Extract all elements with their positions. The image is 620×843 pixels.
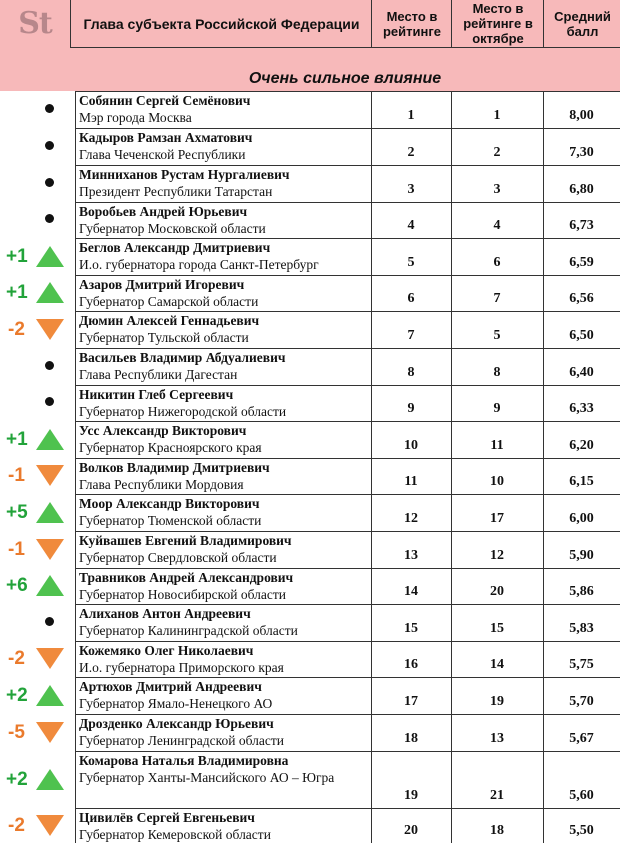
governor-post: Губернатор Московской области — [79, 221, 266, 236]
governor-post: Губернатор Ленинградской области — [79, 733, 284, 748]
no-change-dot-icon — [45, 397, 54, 406]
october-rank-value: 12 — [490, 548, 504, 563]
governor-name: Комарова Наталья Владимировна — [79, 753, 289, 768]
no-change-dot-icon — [45, 178, 54, 187]
average-score-value: 6,56 — [569, 291, 594, 306]
governor-name: Травников Андрей Александрович — [79, 570, 294, 585]
october-rank-value: 18 — [490, 823, 504, 838]
governor-cell — [79, 239, 371, 273]
governor-cell — [79, 715, 371, 749]
october-rank-value: 14 — [490, 657, 504, 672]
governor-cell — [79, 752, 371, 786]
rank-change: +2 — [6, 768, 28, 790]
october-rank-value: 1 — [493, 108, 501, 123]
governor-post: Губернатор Красноярского края — [79, 440, 262, 455]
rank-change: -5 — [8, 721, 25, 743]
average-score-value: 6,33 — [569, 401, 594, 416]
rank-value: 8 — [407, 365, 415, 380]
governor-post: Губернатор Самарской области — [79, 294, 259, 309]
governor-post: Губернатор Тюменской области — [79, 513, 262, 528]
average-score-value: 6,59 — [569, 255, 594, 270]
october-rank-value: 9 — [493, 401, 501, 416]
rank-value: 4 — [407, 218, 415, 233]
governor-post: Президент Республики Татарстан — [79, 184, 273, 199]
average-score-value: 5,83 — [569, 621, 594, 636]
arrow-down-icon — [36, 648, 64, 669]
governor-post: Мэр города Москва — [79, 110, 192, 125]
average-score-value: 6,73 — [569, 218, 594, 233]
arrow-up-icon — [36, 502, 64, 523]
governor-name: Воробьев Андрей Юрьевич — [79, 204, 248, 219]
arrow-up-icon — [36, 685, 64, 706]
rank-value: 14 — [404, 584, 418, 599]
rank-value: 1 — [407, 108, 415, 123]
header-rank: Место в рейтинге — [371, 0, 452, 47]
october-rank-value: 15 — [490, 621, 504, 636]
arrow-up-icon — [36, 282, 64, 303]
governor-name: Азаров Дмитрий Игоревич — [79, 277, 245, 292]
average-score-value: 5,90 — [569, 548, 594, 563]
governor-name: Усс Александр Викторович — [79, 423, 247, 438]
average-score-value: 5,67 — [569, 731, 594, 746]
average-score-value: 7,30 — [569, 145, 594, 160]
arrow-up-icon — [36, 575, 64, 596]
average-score-value: 6,80 — [569, 182, 594, 197]
governor-cell — [79, 312, 371, 346]
governor-post: Губернатор Ханты-Мансийского АО – Югра — [79, 770, 335, 785]
governor-name: Артюхов Дмитрий Андреевич — [79, 679, 262, 694]
october-rank-value: 6 — [493, 255, 501, 270]
governor-name: Дрозденко Александр Юрьевич — [79, 716, 274, 731]
october-rank-value: 13 — [490, 731, 504, 746]
october-rank-value: 3 — [493, 182, 501, 197]
october-rank-value: 20 — [490, 584, 504, 599]
average-score-value: 5,60 — [569, 788, 594, 803]
average-score-value: 6,20 — [569, 438, 594, 453]
governor-post: Губернатор Тульской области — [79, 330, 249, 345]
rank-value: 7 — [407, 328, 415, 343]
average-score-value: 6,00 — [569, 511, 594, 526]
average-score-value: 6,40 — [569, 365, 594, 380]
october-rank-value: 19 — [490, 694, 504, 709]
rank-value: 20 — [404, 823, 418, 838]
governor-post: Глава Республики Дагестан — [79, 367, 238, 382]
governor-cell — [79, 605, 371, 639]
governor-post: И.о. губернатора Приморского края — [79, 660, 284, 675]
rank-change: +1 — [6, 245, 28, 267]
rank-value: 15 — [404, 621, 418, 636]
governor-post: Губернатор Ямало-Ненецкого АО — [79, 696, 273, 711]
governor-cell — [79, 642, 371, 676]
governor-name: Цивилёв Сергей Евгеньевич — [79, 810, 255, 825]
rank-value: 9 — [407, 401, 415, 416]
governor-name: Моор Александр Викторович — [79, 496, 260, 511]
arrow-down-icon — [36, 319, 64, 340]
rank-value: 11 — [404, 474, 418, 489]
governor-cell — [79, 678, 371, 712]
governor-cell — [79, 349, 371, 383]
governor-name: Кожемяко Олег Николаевич — [79, 643, 254, 658]
no-change-dot-icon — [45, 141, 54, 150]
october-rank-value: 10 — [490, 474, 504, 489]
header-name: Глава субъекта Российской Федерации — [70, 0, 372, 47]
rank-change: +1 — [6, 282, 28, 303]
rank-value: 18 — [404, 731, 418, 746]
governor-cell — [79, 532, 371, 566]
rank-value: 5 — [407, 255, 415, 270]
governor-cell — [79, 92, 371, 126]
average-score-value: 5,75 — [569, 657, 594, 672]
column-divider — [75, 91, 76, 843]
governor-name: Васильев Владимир Абдуалиевич — [79, 350, 286, 365]
governor-cell — [79, 386, 371, 420]
governor-cell — [79, 459, 371, 493]
rank-change: +1 — [6, 428, 28, 450]
arrow-down-icon — [36, 465, 64, 486]
rank-value: 10 — [404, 438, 418, 453]
october-rank-value: 17 — [490, 511, 504, 526]
rank-change: -1 — [8, 465, 25, 486]
average-score-value: 5,86 — [569, 584, 594, 599]
governor-name: Собянин Сергей Семёнович — [79, 93, 251, 108]
table-header — [0, 0, 620, 91]
governor-post: Глава Республики Мордовия — [79, 477, 244, 492]
no-change-dot-icon — [45, 104, 54, 113]
governor-name: Алиханов Антон Андреевич — [79, 606, 251, 621]
average-score-value: 5,70 — [569, 694, 594, 709]
rank-value: 6 — [407, 291, 415, 306]
governor-post: Глава Чеченской Республики — [79, 147, 246, 162]
average-score-value: 8,00 — [569, 108, 594, 123]
rank-value: 16 — [404, 657, 418, 672]
rank-value: 19 — [404, 788, 418, 803]
st-logo: St — [18, 6, 52, 41]
average-score-value: 6,50 — [569, 328, 594, 343]
governor-post: И.о. губернатора города Санкт-Петербург — [79, 257, 319, 272]
october-rank-value: 4 — [493, 218, 501, 233]
rank-value: 2 — [407, 145, 415, 160]
header-average-score: Средний балл — [543, 0, 620, 47]
arrow-up-icon — [36, 429, 64, 450]
governor-name: Волков Владимир Дмитриевич — [79, 460, 270, 475]
governor-cell — [79, 809, 371, 843]
october-rank-value: 11 — [490, 438, 504, 453]
governor-cell — [79, 129, 371, 163]
arrow-down-icon — [36, 815, 64, 836]
governor-name: Минниханов Рустам Нургалиевич — [79, 167, 290, 182]
governor-name: Куйвашев Евгений Владимирович — [79, 533, 292, 548]
header-october-rank: Место в рейтинге в октябре — [451, 0, 544, 47]
governor-cell — [79, 422, 371, 456]
arrow-down-icon — [36, 722, 64, 743]
october-rank-value: 5 — [493, 328, 501, 343]
rank-change: +2 — [6, 684, 28, 706]
arrow-down-icon — [36, 539, 64, 560]
governor-cell — [79, 166, 371, 200]
average-score-value: 5,50 — [569, 823, 594, 838]
governor-cell — [79, 569, 371, 603]
rank-change: -2 — [8, 814, 25, 836]
governor-post: Губернатор Нижегородской области — [79, 404, 287, 419]
governor-name: Кадыров Рамзан Ахматович — [79, 130, 253, 145]
arrow-up-icon — [36, 246, 64, 267]
rank-change: -2 — [8, 648, 25, 669]
october-rank-value: 2 — [493, 145, 501, 160]
rank-change: -1 — [8, 538, 25, 560]
arrow-up-icon — [36, 769, 64, 790]
average-score-value: 6,15 — [569, 474, 594, 489]
rank-value: 12 — [404, 511, 418, 526]
rank-value: 13 — [404, 548, 418, 563]
section-title: Очень сильное влияние — [248, 70, 442, 87]
rank-change: -2 — [8, 318, 25, 340]
governor-name: Беглов Александр Дмитриевич — [79, 240, 271, 255]
governor-cell — [79, 495, 371, 529]
governor-post: Губернатор Свердловской области — [79, 550, 277, 565]
rank-change: +5 — [6, 501, 28, 523]
rank-value: 17 — [404, 694, 418, 709]
october-rank-value: 7 — [493, 291, 501, 306]
october-rank-value: 8 — [493, 365, 501, 380]
governor-name: Дюмин Алексей Геннадьевич — [79, 313, 260, 328]
no-change-dot-icon — [45, 361, 54, 370]
governor-post: Губернатор Новосибирской области — [79, 587, 287, 602]
no-change-dot-icon — [45, 617, 54, 626]
governor-name: Никитин Глеб Сергеевич — [79, 387, 234, 402]
governor-cell — [79, 276, 371, 310]
rank-change: +6 — [6, 575, 28, 596]
rank-value: 3 — [407, 182, 415, 197]
october-rank-value: 21 — [490, 788, 504, 803]
governor-post: Губернатор Калининградской области — [79, 623, 298, 638]
no-change-dot-icon — [45, 214, 54, 223]
governor-cell — [79, 203, 371, 237]
governor-post: Губернатор Кемеровской области — [79, 827, 271, 842]
